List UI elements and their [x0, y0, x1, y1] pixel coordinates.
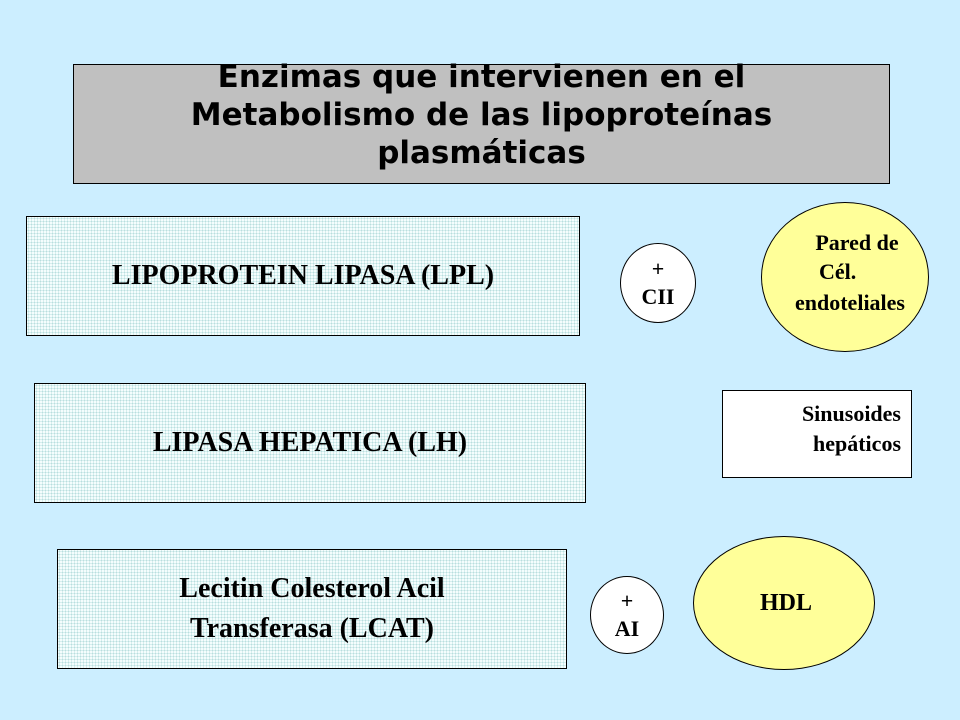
enzyme-label-lpl: LIPOPROTEIN LIPASA (LPL) [111, 260, 495, 291]
enzyme-label-lcat-line-1: Lecitin Colesterol Acil [179, 573, 445, 604]
location-ellipse-endothelial [761, 202, 929, 352]
cofactor-name-cii: CII [641, 284, 675, 309]
title-line-2: Metabolismo de las lipoproteínas [190, 97, 773, 133]
enzyme-label-lcat-line-2: Transferasa (LCAT) [190, 613, 434, 644]
cofactor-circle-ai [590, 576, 664, 654]
title-line-1: Enzimas que intervienen en el [217, 59, 746, 95]
page-title [74, 58, 889, 172]
enzyme-box-lcat [57, 549, 567, 669]
endothelial-line-2: Cél. [819, 259, 857, 284]
sinusoids-line-1: Sinusoides [801, 401, 901, 426]
enzyme-box-lh [34, 383, 586, 503]
sinusoids-line-2: hepáticos [813, 431, 901, 456]
cofactor-name-ai: AI [614, 616, 640, 641]
enzyme-box-lpl [26, 216, 580, 336]
cofactor-sign-cii: + [651, 256, 665, 281]
cofactor-circle-cii [620, 243, 696, 323]
location-ellipse-hdl [693, 536, 875, 670]
title-line-3: plasmáticas [377, 135, 586, 171]
endothelial-line-3: endoteliales [795, 290, 905, 315]
title-box [73, 59, 890, 184]
location-box-sinusoids [722, 390, 912, 478]
cofactor-sign-ai: + [620, 588, 634, 613]
endothelial-line-1: Pared de [815, 230, 899, 255]
enzyme-label-lh: LIPASA HEPATICA (LH) [152, 427, 468, 458]
hdl-label: HDL [759, 590, 812, 616]
